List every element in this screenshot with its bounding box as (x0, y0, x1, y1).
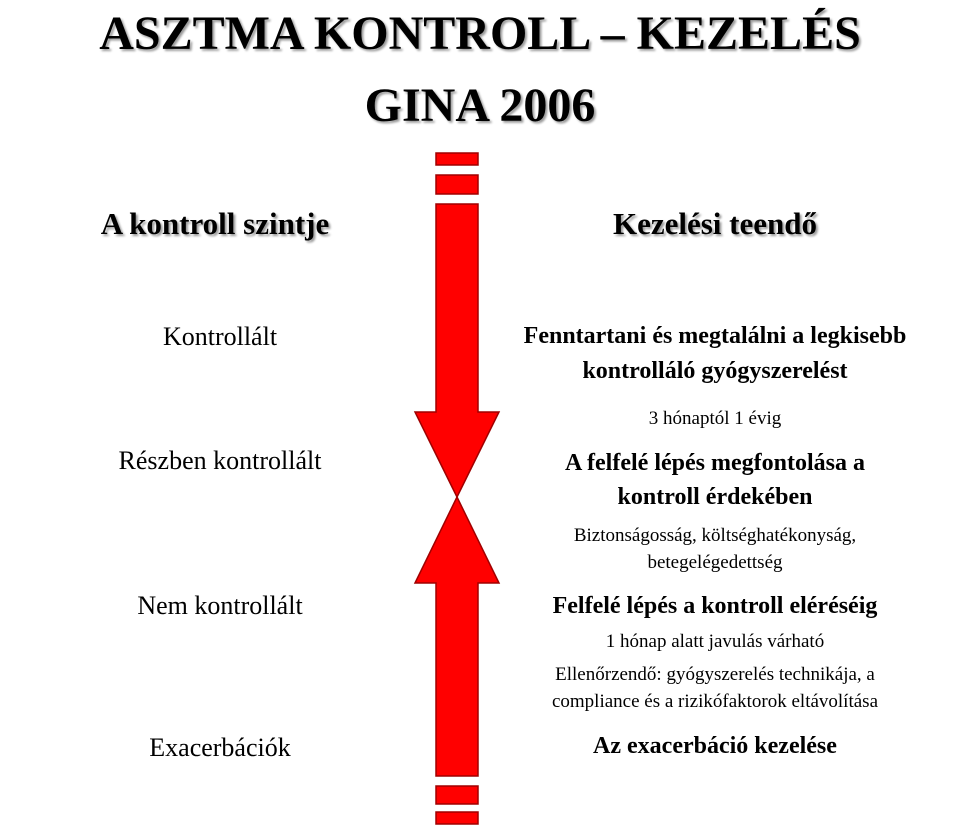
level-exacerbation: Exacerbációk (149, 733, 291, 762)
top-dash-2 (436, 175, 478, 194)
level-controlled: Kontrollált (162, 322, 278, 351)
action-step-up: Felfelé lépés a kontroll eléréséig (552, 593, 878, 619)
bottom-dash-2 (436, 812, 478, 824)
page-title-line1: ASZTMA KONTROLL – KEZELÉS (99, 7, 861, 60)
action-maintain-line1: Fenntartani és megtalálni a legkisebb (523, 323, 907, 349)
level-uncontrolled: Nem kontrollált (137, 591, 303, 620)
level-partly-controlled: Részben kontrollált (118, 446, 322, 475)
bottom-dash-1 (436, 786, 478, 804)
action-treat-exacerbation: Az exacerbáció kezelése (593, 733, 837, 759)
action-maintain-line2: kontrolláló gyógyszerelést (582, 358, 848, 384)
action-step-up-note: 1 hónap alatt javulás várható (605, 631, 825, 652)
action-consider-note-line2: betegelégedettség (647, 552, 783, 573)
heading-control-level: A kontroll szintje (100, 206, 330, 241)
action-consider-step-up-line2: kontroll érdekében (617, 484, 813, 510)
action-step-down-note: 3 hónaptól 1 évig (648, 408, 782, 429)
top-dash-1 (436, 153, 478, 165)
action-check-line1: Ellenőrzendő: gyógyszerelés technikája, a (555, 664, 875, 685)
action-consider-note-line1: Biztonságosság, költséghatékonyság, (573, 525, 857, 546)
page-title-line2: GINA 2006 (364, 79, 596, 132)
heading-treatment-action: Kezelési teendő (612, 206, 817, 241)
action-check-line2: compliance és a rizikófaktorok eltávolítása (551, 691, 879, 712)
action-consider-step-up-line1: A felfelé lépés megfontolása a (565, 450, 865, 476)
